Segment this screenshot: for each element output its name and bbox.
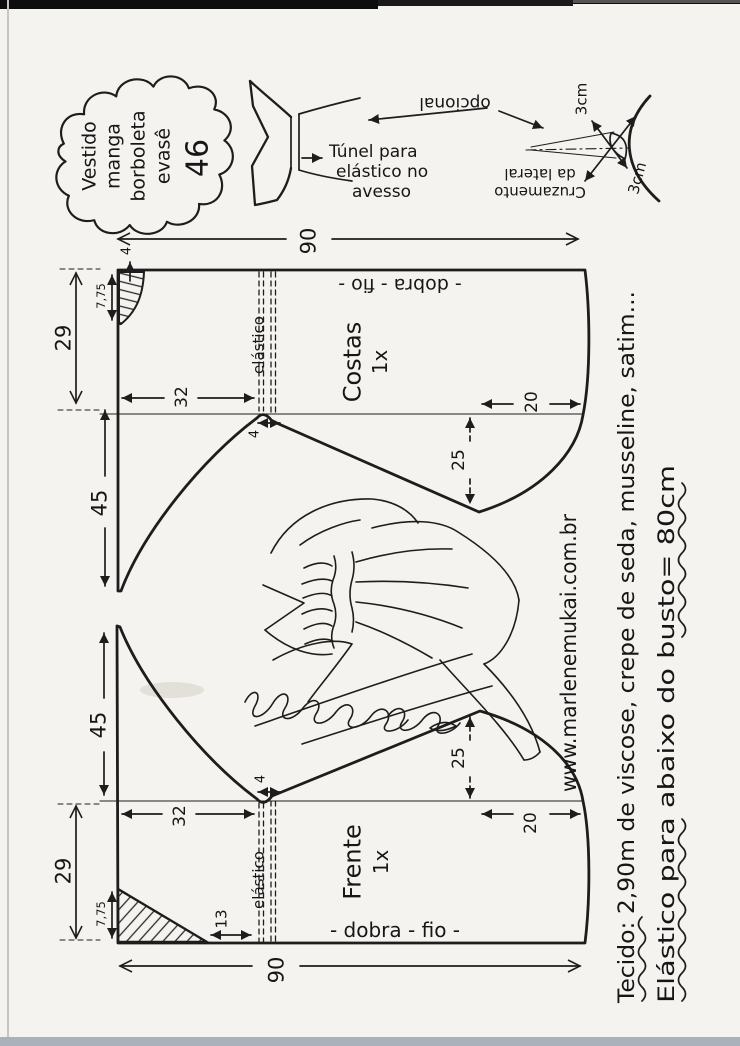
sleeve-open-edge	[299, 98, 360, 114]
dress-sketch	[245, 499, 540, 760]
cross-arrow	[592, 121, 627, 168]
sketch-gather-band	[331, 556, 336, 648]
back-elastic-label: elástico	[249, 316, 268, 374]
back-fold-label: - dobra - fio -	[338, 274, 462, 296]
pattern-title-line1: Vestido	[78, 121, 101, 191]
pattern-size: 46	[180, 138, 216, 178]
back-measure-neck-width: 4	[119, 246, 135, 256]
tunnel-note-line2: elástico no	[336, 162, 429, 182]
front-elastic-channel	[249, 801, 275, 942]
pattern-title-line4: evasê	[152, 127, 175, 185]
back-measure-20: 20	[521, 391, 542, 413]
front-measure-45: 45	[86, 711, 111, 739]
pattern-title-line2: manga	[102, 123, 125, 189]
svg-text:Cruzamento: Cruzamento	[494, 183, 586, 201]
sketch-skirt	[372, 522, 519, 600]
website-note: www.marlenemukai.com.br	[557, 504, 581, 792]
tunnel-note-line3: avesso	[352, 182, 412, 202]
front-piece-qty: 1x	[369, 849, 393, 875]
back-elastic-channel	[249, 272, 275, 413]
front-piece	[51, 626, 589, 983]
back-measure-neck-depth: 7,75	[94, 283, 109, 309]
front-measure-29: 29	[51, 857, 76, 885]
elastic-note: Elástico para abaixo do busto= 80cm	[655, 591, 680, 1003]
back-piece	[51, 228, 589, 591]
optional-arrow-right	[499, 111, 543, 128]
back-piece-outline	[118, 270, 589, 591]
svg-text:da lateral: da lateral	[504, 165, 576, 183]
back-measure-length: 90	[296, 227, 321, 255]
sketch-upper-sleeve	[271, 499, 418, 553]
side-crossing-diagram	[494, 83, 659, 201]
front-measure-channel: 4	[253, 774, 269, 784]
front-measure-25: 25	[448, 747, 469, 769]
back-piece-qty: 1x	[368, 349, 392, 375]
scan-left-edge	[7, 0, 9, 1046]
fabric-note: Tecido: 2,90m de viscose, crepe de seda, musseline, satim...	[615, 335, 640, 1003]
back-measure-25: 25	[448, 449, 469, 471]
sketch-gather-squiggle	[304, 563, 332, 568]
front-measure-neck-depth: 7,75	[94, 901, 109, 927]
sketch-neckline	[263, 585, 304, 630]
front-neck-cutout	[118, 889, 207, 942]
crossing-label	[494, 165, 586, 201]
crossing-measure-top: 3cm	[572, 82, 591, 116]
back-piece-name: Costas	[338, 321, 367, 403]
back-neck-cutout	[119, 272, 144, 324]
signature-scribble	[245, 654, 492, 744]
scan-bottom-strip	[0, 1037, 740, 1046]
back-measure-32: 32	[171, 386, 192, 408]
optional-label: opcional	[419, 93, 491, 114]
front-measure-20: 20	[520, 812, 541, 834]
title-cloud	[56, 76, 232, 233]
back-measure-channel: 4	[247, 429, 263, 439]
back-measure-45: 45	[87, 489, 112, 517]
tunnel-note-line1: Túnel para	[329, 142, 418, 162]
front-measure-32: 32	[169, 805, 190, 827]
front-fold-label: - dobra - fio -	[329, 918, 461, 942]
crossing-measure-bottom: 3cm	[624, 160, 651, 197]
front-measure-length: 90	[264, 956, 289, 984]
back-measure-29: 29	[51, 324, 76, 352]
pattern-title-line3: borboleta	[127, 110, 150, 202]
side-notes	[557, 291, 686, 1004]
sketch-fold-line	[356, 549, 452, 562]
front-measure-13: 13	[212, 909, 231, 929]
front-piece-name: Frente	[338, 824, 367, 900]
front-elastic-label: elástico	[249, 851, 268, 909]
